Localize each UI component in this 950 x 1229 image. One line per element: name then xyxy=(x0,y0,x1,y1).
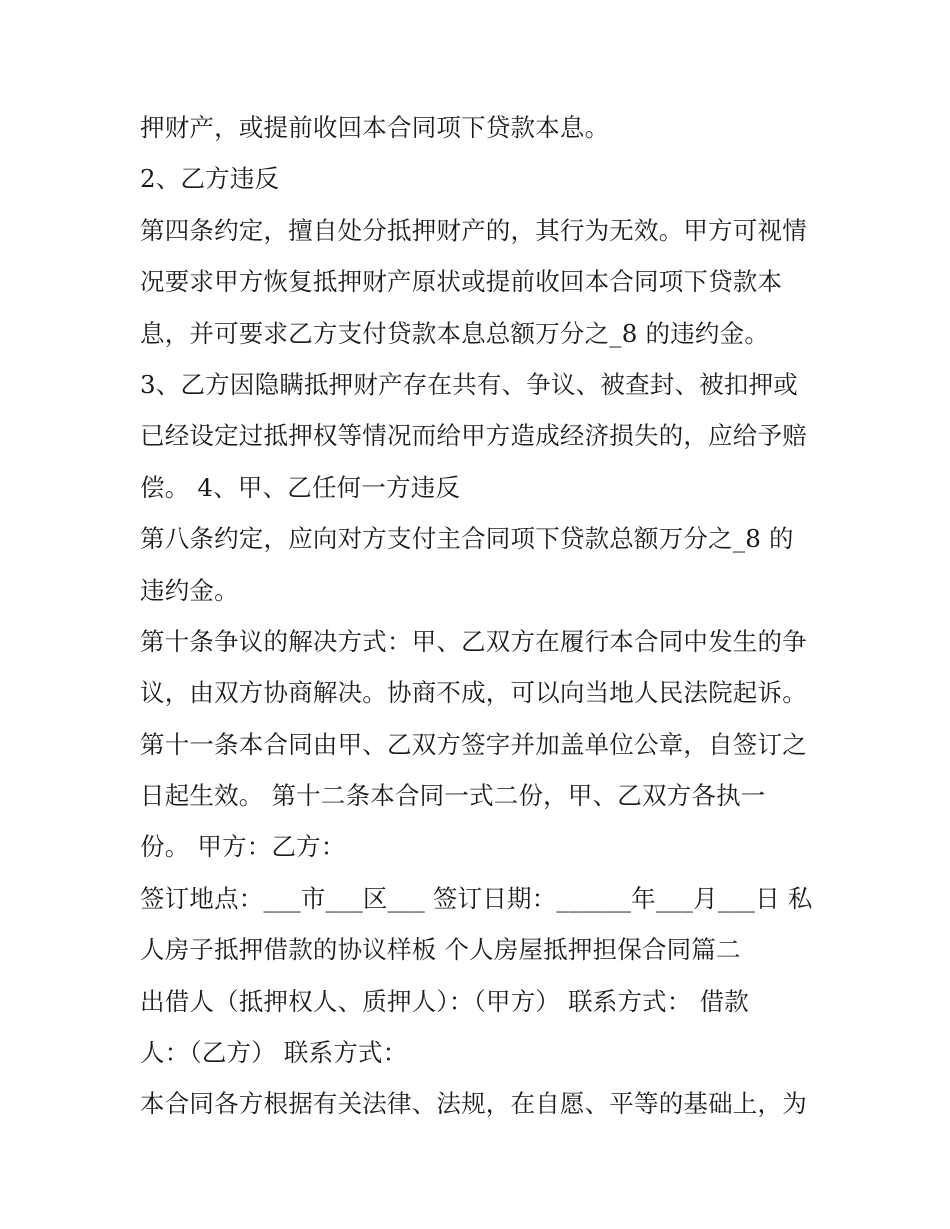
text-line: 本合同各方根据有关法律、法规，在自愿、平等的基础上，为 xyxy=(140,1089,807,1119)
text-line: 签订地点：___市___区___ 签订日期：______年___月___日 私 xyxy=(140,883,813,913)
text-line: 偿。 4、甲、乙任何一方违反 xyxy=(140,472,461,502)
text-line: 押财产，或提前收回本合同项下贷款本息。 xyxy=(140,113,610,142)
text-line: 人：（乙方） 联系方式： xyxy=(140,1038,408,1068)
text-line: 第四条约定，擅自处分抵押财产的，其行为无效。甲方可视情 xyxy=(140,215,807,245)
text-line: 第十一条本合同由甲、乙双方签字并加盖单位公章，自签订之 xyxy=(140,729,807,759)
text-line: 3、乙方因隐瞒抵押财产存在共有、争议、被查封、被扣押或 xyxy=(140,369,798,399)
text-line: 2、乙方违反 xyxy=(140,164,280,194)
text-line: 第八条约定，应向对方支付主合同项下贷款总额万分之_8 的 xyxy=(140,524,794,554)
text-line: 份。 甲方：乙方： xyxy=(140,832,346,862)
document-body xyxy=(140,102,820,1130)
text-line: 日起生效。 第十二条本合同一式二份，甲、乙双方各执一 xyxy=(140,781,766,811)
text-line: 已经设定过抵押权等情况而给甲方造成经济损失的，应给予赔 xyxy=(140,421,807,451)
text-line: 议，由双方协商解决。协商不成，可以向当地人民法院起诉。 xyxy=(140,678,807,708)
text-line: 息，并可要求乙方支付贷款本息总额万分之_8 的违约金。 xyxy=(140,318,770,348)
text-line: 出借人（抵押权人、质押人）：（甲方） 联系方式： 借款 xyxy=(140,986,749,1016)
text-line: 违约金。 xyxy=(140,575,239,605)
text-line: 第十条争议的解决方式：甲、乙双方在履行本合同中发生的争 xyxy=(140,626,807,656)
text-line: 况要求甲方恢复抵押财产原状或提前收回本合同项下贷款本 xyxy=(140,267,783,297)
text-line: 人房子抵押借款的协议样板 个人房屋抵押担保合同篇二 xyxy=(140,935,741,965)
